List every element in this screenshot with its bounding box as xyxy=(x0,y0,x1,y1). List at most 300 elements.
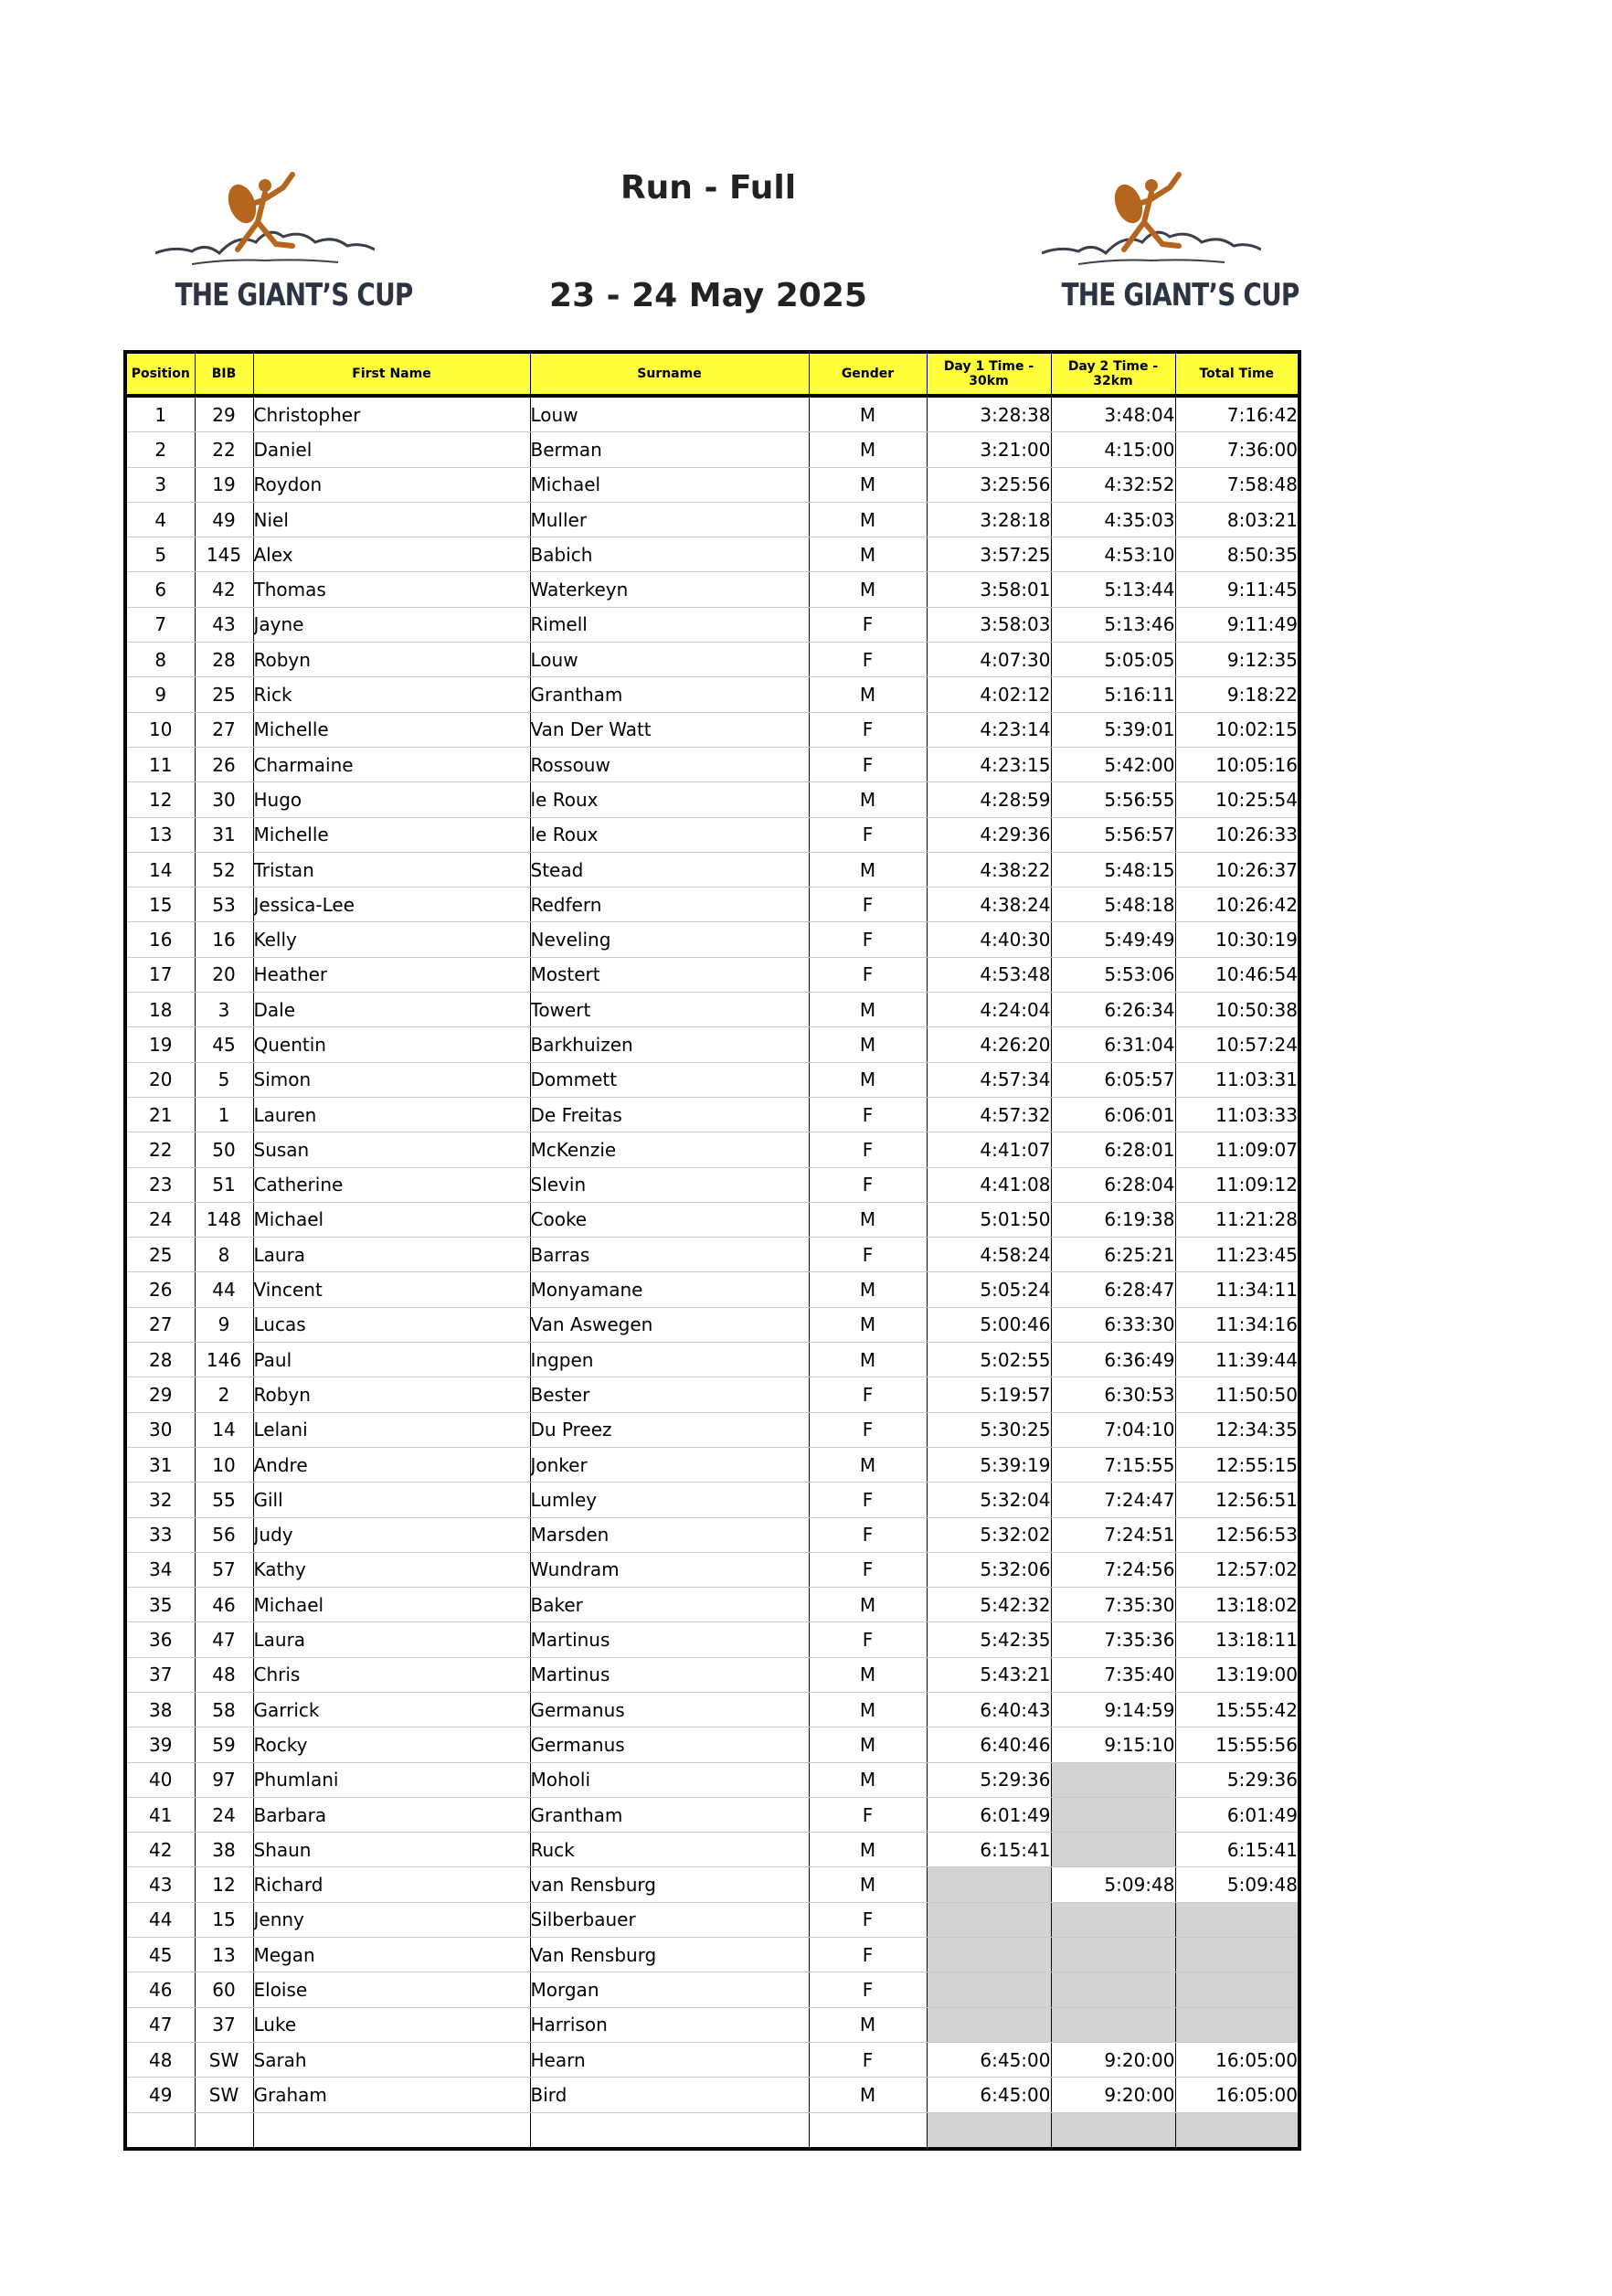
cell-gender: M xyxy=(809,1202,927,1237)
cell-bib: 2 xyxy=(195,1377,253,1412)
table-row xyxy=(125,1517,1299,1552)
cell-surname: Grantham xyxy=(530,1797,809,1832)
cell-day1-time: 5:02:55 xyxy=(927,1343,1051,1377)
cell-gender: F xyxy=(809,1622,927,1657)
cell-position: 42 xyxy=(125,1833,195,1867)
cell-position: 40 xyxy=(125,1762,195,1797)
cell-day1-time: 5:00:46 xyxy=(927,1307,1051,1342)
cell-day2-time xyxy=(1051,1833,1175,1867)
cell-surname: Towert xyxy=(530,993,809,1027)
cell-day2-time: 6:05:57 xyxy=(1051,1062,1175,1097)
cell-day2-time: 5:42:00 xyxy=(1051,747,1175,781)
cell-total-time: 7:16:42 xyxy=(1175,396,1299,432)
cell-surname: Hearn xyxy=(530,2042,809,2077)
cell-bib: 9 xyxy=(195,1307,253,1342)
cell-first-name: Jessica-Lee xyxy=(253,888,530,922)
cell-surname: le Roux xyxy=(530,782,809,817)
cell-day1-time: 5:39:19 xyxy=(927,1447,1051,1482)
cell-gender: M xyxy=(809,432,927,467)
cell-day2-time xyxy=(1051,2112,1175,2149)
cell-day1-time: 6:01:49 xyxy=(927,1797,1051,1832)
table-row xyxy=(125,1902,1299,1937)
cell-surname: Van Rensburg xyxy=(530,1938,809,1972)
cell-day1-time: 3:25:56 xyxy=(927,467,1051,502)
cell-surname: Jonker xyxy=(530,1447,809,1482)
cell-position xyxy=(125,2112,195,2149)
cell-gender: M xyxy=(809,572,927,607)
col-header-day1-time: Day 1 Time - 30km xyxy=(927,352,1051,396)
cell-bib: 28 xyxy=(195,643,253,677)
cell-day1-time: 5:42:35 xyxy=(927,1622,1051,1657)
table-row xyxy=(125,1972,1299,2007)
cell-day2-time: 9:20:00 xyxy=(1051,2078,1175,2112)
cell-first-name: Jenny xyxy=(253,1902,530,1937)
table-row xyxy=(125,782,1299,817)
cell-day2-time: 5:09:48 xyxy=(1051,1867,1175,1902)
cell-day2-time: 5:13:44 xyxy=(1051,572,1175,607)
cell-gender: M xyxy=(809,1062,927,1097)
cell-gender: M xyxy=(809,1307,927,1342)
cell-first-name: Rocky xyxy=(253,1727,530,1762)
cell-gender: M xyxy=(809,1657,927,1692)
table-row xyxy=(125,677,1299,712)
cell-position: 29 xyxy=(125,1377,195,1412)
table-row xyxy=(125,888,1299,922)
cell-gender: M xyxy=(809,1447,927,1482)
cell-first-name: Laura xyxy=(253,1238,530,1272)
cell-day2-time: 7:04:10 xyxy=(1051,1412,1175,1447)
cell-day1-time: 5:30:25 xyxy=(927,1412,1051,1447)
cell-position: 18 xyxy=(125,993,195,1027)
table-row xyxy=(125,1412,1299,1447)
cell-surname: Baker xyxy=(530,1588,809,1622)
cell-day1-time: 4:41:08 xyxy=(927,1167,1051,1202)
cell-gender: F xyxy=(809,1167,927,1202)
cell-position: 6 xyxy=(125,572,195,607)
cell-bib: 146 xyxy=(195,1343,253,1377)
cell-day2-time: 9:20:00 xyxy=(1051,2042,1175,2077)
table-row xyxy=(125,1692,1299,1727)
cell-day1-time: 4:57:34 xyxy=(927,1062,1051,1097)
cell-day1-time: 3:58:03 xyxy=(927,607,1051,642)
cell-day1-time: 5:05:24 xyxy=(927,1272,1051,1307)
cell-bib: 52 xyxy=(195,852,253,887)
cell-total-time: 10:30:19 xyxy=(1175,922,1299,957)
table-row xyxy=(125,1727,1299,1762)
cell-day1-time: 4:24:04 xyxy=(927,993,1051,1027)
cell-day2-time: 7:35:30 xyxy=(1051,1588,1175,1622)
cell-surname: Slevin xyxy=(530,1167,809,1202)
cell-surname: Ingpen xyxy=(530,1343,809,1377)
cell-day1-time: 4:23:15 xyxy=(927,747,1051,781)
cell-position: 39 xyxy=(125,1727,195,1762)
cell-total-time: 5:09:48 xyxy=(1175,1867,1299,1902)
col-header-total-time: Total Time xyxy=(1175,352,1299,396)
cell-day1-time: 3:28:38 xyxy=(927,396,1051,432)
cell-gender: F xyxy=(809,1377,927,1412)
cell-bib: 37 xyxy=(195,2007,253,2042)
cell-total-time: 10:50:38 xyxy=(1175,993,1299,1027)
cell-gender: M xyxy=(809,502,927,537)
cell-position: 27 xyxy=(125,1307,195,1342)
cell-bib: 20 xyxy=(195,957,253,992)
cell-total-time: 5:29:36 xyxy=(1175,1762,1299,1797)
table-header-row xyxy=(125,352,1299,396)
cell-day1-time: 5:01:50 xyxy=(927,1202,1051,1237)
cell-day1-time xyxy=(927,1938,1051,1972)
cell-total-time: 12:34:35 xyxy=(1175,1412,1299,1447)
cell-first-name: Roydon xyxy=(253,467,530,502)
cell-day1-time: 4:38:24 xyxy=(927,888,1051,922)
cell-total-time: 12:55:15 xyxy=(1175,1447,1299,1482)
cell-surname: Barkhuizen xyxy=(530,1027,809,1062)
cell-surname: Rossouw xyxy=(530,747,809,781)
cell-first-name: Jayne xyxy=(253,607,530,642)
cell-total-time: 7:36:00 xyxy=(1175,432,1299,467)
table-row xyxy=(125,572,1299,607)
cell-total-time: 9:18:22 xyxy=(1175,677,1299,712)
cell-day1-time xyxy=(927,1867,1051,1902)
cell-position: 32 xyxy=(125,1483,195,1517)
cell-position: 49 xyxy=(125,2078,195,2112)
runner-mountain-icon xyxy=(155,169,375,279)
table-row xyxy=(125,1097,1299,1132)
table-row xyxy=(125,993,1299,1027)
cell-gender: F xyxy=(809,1517,927,1552)
cell-surname: McKenzie xyxy=(530,1132,809,1167)
cell-day1-time: 5:32:06 xyxy=(927,1552,1051,1587)
cell-surname: Du Preez xyxy=(530,1412,809,1447)
cell-total-time: 8:50:35 xyxy=(1175,537,1299,572)
cell-surname: Marsden xyxy=(530,1517,809,1552)
cell-day2-time: 6:31:04 xyxy=(1051,1027,1175,1062)
cell-gender: F xyxy=(809,922,927,957)
cell-total-time: 11:23:45 xyxy=(1175,1238,1299,1272)
cell-total-time: 10:57:24 xyxy=(1175,1027,1299,1062)
cell-gender: F xyxy=(809,817,927,852)
cell-surname: Louw xyxy=(530,643,809,677)
results-table xyxy=(123,350,1301,2151)
cell-total-time: 9:11:49 xyxy=(1175,607,1299,642)
cell-surname: Cooke xyxy=(530,1202,809,1237)
cell-bib: 27 xyxy=(195,712,253,747)
cell-position: 1 xyxy=(125,396,195,432)
cell-bib: 48 xyxy=(195,1657,253,1692)
cell-bib: 145 xyxy=(195,537,253,572)
cell-gender: F xyxy=(809,957,927,992)
cell-first-name: Dale xyxy=(253,993,530,1027)
cell-gender: M xyxy=(809,1272,927,1307)
cell-day2-time: 5:39:01 xyxy=(1051,712,1175,747)
cell-bib: 25 xyxy=(195,677,253,712)
cell-bib: 46 xyxy=(195,1588,253,1622)
cell-total-time: 11:09:07 xyxy=(1175,1132,1299,1167)
table-row xyxy=(125,747,1299,781)
cell-day1-time: 5:19:57 xyxy=(927,1377,1051,1412)
cell-first-name: Quentin xyxy=(253,1027,530,1062)
cell-gender: M xyxy=(809,1867,927,1902)
cell-day2-time: 5:49:49 xyxy=(1051,922,1175,957)
cell-gender: F xyxy=(809,643,927,677)
cell-day2-time: 7:15:55 xyxy=(1051,1447,1175,1482)
cell-day2-time: 9:14:59 xyxy=(1051,1692,1175,1727)
cell-bib: SW xyxy=(195,2042,253,2077)
table-row xyxy=(125,957,1299,992)
cell-day2-time: 6:25:21 xyxy=(1051,1238,1175,1272)
cell-bib: 60 xyxy=(195,1972,253,2007)
cell-surname: Michael xyxy=(530,467,809,502)
cell-position: 3 xyxy=(125,467,195,502)
cell-total-time: 11:21:28 xyxy=(1175,1202,1299,1237)
cell-position: 10 xyxy=(125,712,195,747)
table-row xyxy=(125,1938,1299,1972)
cell-day1-time: 3:21:00 xyxy=(927,432,1051,467)
cell-day1-time: 4:23:14 xyxy=(927,712,1051,747)
cell-surname: van Rensburg xyxy=(530,1867,809,1902)
cell-first-name: Lucas xyxy=(253,1307,530,1342)
cell-position: 41 xyxy=(125,1797,195,1832)
cell-day1-time: 6:40:43 xyxy=(927,1692,1051,1727)
cell-bib: 97 xyxy=(195,1762,253,1797)
cell-bib: 56 xyxy=(195,1517,253,1552)
cell-total-time: 13:18:11 xyxy=(1175,1622,1299,1657)
cell-position: 47 xyxy=(125,2007,195,2042)
cell-surname: Neveling xyxy=(530,922,809,957)
cell-first-name: Christopher xyxy=(253,396,530,432)
table-row xyxy=(125,1027,1299,1062)
cell-first-name: Lauren xyxy=(253,1097,530,1132)
cell-day2-time xyxy=(1051,1938,1175,1972)
giants-cup-logo-left xyxy=(155,169,413,324)
table-row xyxy=(125,712,1299,747)
table-row xyxy=(125,1132,1299,1167)
cell-first-name: Paul xyxy=(253,1343,530,1377)
cell-first-name: Alex xyxy=(253,537,530,572)
cell-bib: 30 xyxy=(195,782,253,817)
cell-gender: F xyxy=(809,1797,927,1832)
cell-bib: 8 xyxy=(195,1238,253,1272)
cell-position: 19 xyxy=(125,1027,195,1062)
cell-day1-time: 6:45:00 xyxy=(927,2078,1051,2112)
cell-position: 11 xyxy=(125,747,195,781)
cell-bib: SW xyxy=(195,2078,253,2112)
cell-position: 31 xyxy=(125,1447,195,1482)
cell-day2-time: 5:16:11 xyxy=(1051,677,1175,712)
cell-day1-time: 4:07:30 xyxy=(927,643,1051,677)
cell-total-time xyxy=(1175,1972,1299,2007)
cell-bib: 47 xyxy=(195,1622,253,1657)
cell-position: 2 xyxy=(125,432,195,467)
cell-day2-time: 6:28:47 xyxy=(1051,1272,1175,1307)
table-row xyxy=(125,1797,1299,1832)
col-header-position: Position xyxy=(125,352,195,396)
cell-total-time xyxy=(1175,2007,1299,2042)
col-header-day2-time: Day 2 Time - 32km xyxy=(1051,352,1175,396)
cell-day1-time: 3:57:25 xyxy=(927,537,1051,572)
cell-first-name: Laura xyxy=(253,1622,530,1657)
cell-bib xyxy=(195,2112,253,2149)
giants-cup-logo-right xyxy=(1042,169,1299,324)
cell-total-time: 9:11:45 xyxy=(1175,572,1299,607)
cell-surname: le Roux xyxy=(530,817,809,852)
cell-position: 16 xyxy=(125,922,195,957)
cell-total-time: 10:25:54 xyxy=(1175,782,1299,817)
cell-day2-time: 9:15:10 xyxy=(1051,1727,1175,1762)
table-row xyxy=(125,1062,1299,1097)
cell-gender: F xyxy=(809,747,927,781)
cell-total-time: 10:26:33 xyxy=(1175,817,1299,852)
cell-total-time: 8:03:21 xyxy=(1175,502,1299,537)
cell-bib: 1 xyxy=(195,1097,253,1132)
cell-gender: F xyxy=(809,1132,927,1167)
cell-position: 28 xyxy=(125,1343,195,1377)
cell-position: 45 xyxy=(125,1938,195,1972)
cell-position: 30 xyxy=(125,1412,195,1447)
cell-day1-time xyxy=(927,2007,1051,2042)
cell-surname: Barras xyxy=(530,1238,809,1272)
cell-first-name: Michelle xyxy=(253,712,530,747)
cell-day1-time: 6:45:00 xyxy=(927,2042,1051,2077)
cell-day2-time: 5:13:46 xyxy=(1051,607,1175,642)
cell-day2-time xyxy=(1051,2007,1175,2042)
cell-day2-time: 7:24:47 xyxy=(1051,1483,1175,1517)
cell-bib: 51 xyxy=(195,1167,253,1202)
cell-surname: Martinus xyxy=(530,1622,809,1657)
cell-surname: Stead xyxy=(530,852,809,887)
cell-position: 21 xyxy=(125,1097,195,1132)
cell-total-time: 11:34:11 xyxy=(1175,1272,1299,1307)
table-row xyxy=(125,852,1299,887)
cell-gender: F xyxy=(809,2042,927,2077)
cell-first-name: Lelani xyxy=(253,1412,530,1447)
cell-total-time: 13:19:00 xyxy=(1175,1657,1299,1692)
cell-first-name: Kathy xyxy=(253,1552,530,1587)
cell-first-name: Michael xyxy=(253,1588,530,1622)
table-row xyxy=(125,432,1299,467)
cell-day2-time: 5:56:55 xyxy=(1051,782,1175,817)
cell-position: 14 xyxy=(125,852,195,887)
table-row xyxy=(125,467,1299,502)
cell-position: 15 xyxy=(125,888,195,922)
table-row xyxy=(125,396,1299,432)
cell-surname: Muller xyxy=(530,502,809,537)
cell-position: 12 xyxy=(125,782,195,817)
cell-total-time: 10:26:37 xyxy=(1175,852,1299,887)
cell-first-name: Luke xyxy=(253,2007,530,2042)
cell-gender: F xyxy=(809,888,927,922)
table-row xyxy=(125,922,1299,957)
cell-day2-time: 7:24:51 xyxy=(1051,1517,1175,1552)
cell-total-time: 11:50:50 xyxy=(1175,1377,1299,1412)
cell-day1-time: 6:15:41 xyxy=(927,1833,1051,1867)
cell-surname: Grantham xyxy=(530,677,809,712)
table-row xyxy=(125,1307,1299,1342)
cell-first-name: Susan xyxy=(253,1132,530,1167)
cell-bib: 10 xyxy=(195,1447,253,1482)
cell-gender: F xyxy=(809,712,927,747)
cell-position: 36 xyxy=(125,1622,195,1657)
cell-gender: M xyxy=(809,993,927,1027)
cell-position: 22 xyxy=(125,1132,195,1167)
cell-surname: Rimell xyxy=(530,607,809,642)
cell-day1-time: 5:29:36 xyxy=(927,1762,1051,1797)
table-row xyxy=(125,1622,1299,1657)
cell-day2-time: 6:36:49 xyxy=(1051,1343,1175,1377)
cell-gender: M xyxy=(809,537,927,572)
cell-bib: 16 xyxy=(195,922,253,957)
cell-first-name: Heather xyxy=(253,957,530,992)
results-body xyxy=(125,396,1299,2149)
cell-day1-time xyxy=(927,2112,1051,2149)
table-row xyxy=(125,817,1299,852)
cell-bib: 44 xyxy=(195,1272,253,1307)
cell-surname: Wundram xyxy=(530,1552,809,1587)
cell-bib: 24 xyxy=(195,1797,253,1832)
cell-bib: 14 xyxy=(195,1412,253,1447)
cell-day1-time: 4:02:12 xyxy=(927,677,1051,712)
cell-surname: Moholi xyxy=(530,1762,809,1797)
cell-day2-time: 7:24:56 xyxy=(1051,1552,1175,1587)
cell-position: 8 xyxy=(125,643,195,677)
cell-gender: M xyxy=(809,2078,927,2112)
cell-bib: 49 xyxy=(195,502,253,537)
cell-bib: 43 xyxy=(195,607,253,642)
cell-position: 7 xyxy=(125,607,195,642)
cell-day2-time: 7:35:40 xyxy=(1051,1657,1175,1692)
cell-gender: F xyxy=(809,1412,927,1447)
cell-day2-time: 5:48:15 xyxy=(1051,852,1175,887)
cell-bib: 15 xyxy=(195,1902,253,1937)
table-row xyxy=(125,1167,1299,1202)
cell-surname: Lumley xyxy=(530,1483,809,1517)
cell-day1-time: 5:43:21 xyxy=(927,1657,1051,1692)
cell-day1-time: 3:58:01 xyxy=(927,572,1051,607)
cell-surname: Babich xyxy=(530,537,809,572)
cell-total-time: 10:05:16 xyxy=(1175,747,1299,781)
cell-position: 9 xyxy=(125,677,195,712)
cell-gender: M xyxy=(809,467,927,502)
cell-surname: Van Der Watt xyxy=(530,712,809,747)
cell-day1-time xyxy=(927,1902,1051,1937)
table-row xyxy=(125,1447,1299,1482)
cell-position: 23 xyxy=(125,1167,195,1202)
table-row xyxy=(125,1377,1299,1412)
cell-gender xyxy=(809,2112,927,2149)
cell-total-time: 15:55:42 xyxy=(1175,1692,1299,1727)
cell-total-time: 16:05:00 xyxy=(1175,2078,1299,2112)
cell-day2-time: 6:19:38 xyxy=(1051,1202,1175,1237)
cell-bib: 13 xyxy=(195,1938,253,1972)
cell-position: 24 xyxy=(125,1202,195,1237)
cell-bib: 50 xyxy=(195,1132,253,1167)
table-row xyxy=(125,537,1299,572)
cell-gender: M xyxy=(809,852,927,887)
cell-day2-time: 6:28:04 xyxy=(1051,1167,1175,1202)
table-row xyxy=(125,1657,1299,1692)
cell-position: 35 xyxy=(125,1588,195,1622)
cell-position: 26 xyxy=(125,1272,195,1307)
cell-first-name: Phumlani xyxy=(253,1762,530,1797)
cell-bib: 53 xyxy=(195,888,253,922)
cell-gender: M xyxy=(809,1692,927,1727)
cell-total-time: 10:46:54 xyxy=(1175,957,1299,992)
cell-bib: 19 xyxy=(195,467,253,502)
page-title: Run - Full xyxy=(620,169,797,207)
cell-total-time: 12:56:51 xyxy=(1175,1483,1299,1517)
cell-day1-time: 5:42:32 xyxy=(927,1588,1051,1622)
cell-day2-time: 6:26:34 xyxy=(1051,993,1175,1027)
cell-surname: Waterkeyn xyxy=(530,572,809,607)
